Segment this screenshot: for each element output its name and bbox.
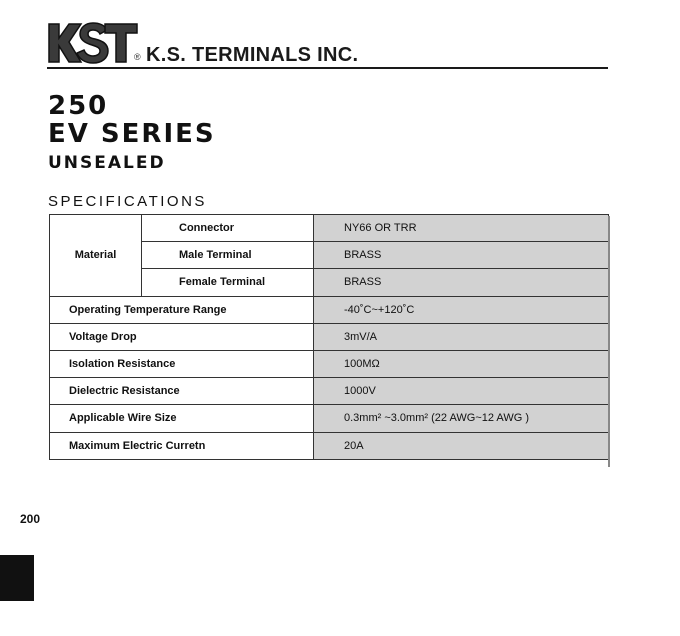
row-value: -40˚C~+120˚C — [314, 296, 609, 323]
row-label: Female Terminal — [142, 269, 314, 296]
company-name: K.S. TERMINALS INC. — [146, 44, 359, 66]
row-label: Connector — [142, 215, 314, 242]
table-row — [50, 350, 609, 377]
row-label: Applicable Wire Size — [50, 405, 314, 432]
row-value: NY66 OR TRR — [314, 215, 609, 242]
row-value: 20A — [314, 432, 609, 459]
table-row — [50, 432, 609, 459]
kst-logo-graphic — [47, 20, 139, 66]
page-number: 200 — [20, 512, 41, 526]
registered-mark: ® — [134, 52, 141, 62]
row-value: BRASS — [314, 242, 609, 269]
table-row — [50, 296, 609, 323]
table-row — [50, 378, 609, 405]
specifications-heading: SPECIFICATIONS — [48, 193, 207, 210]
row-label: Dielectric Resistance — [50, 378, 314, 405]
specifications-table — [49, 214, 609, 460]
row-value: 0.3mm² ~3.0mm² (22 AWG~12 AWG ) — [314, 405, 609, 432]
table-row — [50, 405, 609, 432]
row-label: Voltage Drop — [50, 323, 314, 350]
kst-logo — [47, 20, 139, 66]
table-row — [50, 323, 609, 350]
table-row — [50, 215, 609, 242]
row-label: Male Terminal — [142, 242, 314, 269]
title-subtitle: UNSEALED — [48, 153, 166, 173]
page-edge-tab — [0, 555, 34, 601]
row-value: BRASS — [314, 269, 609, 296]
row-value: 100MΩ — [314, 350, 609, 377]
row-label: Isolation Resistance — [50, 350, 314, 377]
header-divider — [47, 67, 608, 69]
row-value: 3mV/A — [314, 323, 609, 350]
material-label: Material — [50, 215, 142, 297]
title-series: EV SERIES — [48, 119, 216, 149]
title-part-number: 250 — [48, 91, 109, 121]
row-label: Maximum Electric Curretn — [50, 432, 314, 459]
row-label: Operating Temperature Range — [50, 296, 314, 323]
table-shadow — [608, 216, 610, 467]
row-value: 1000V — [314, 378, 609, 405]
